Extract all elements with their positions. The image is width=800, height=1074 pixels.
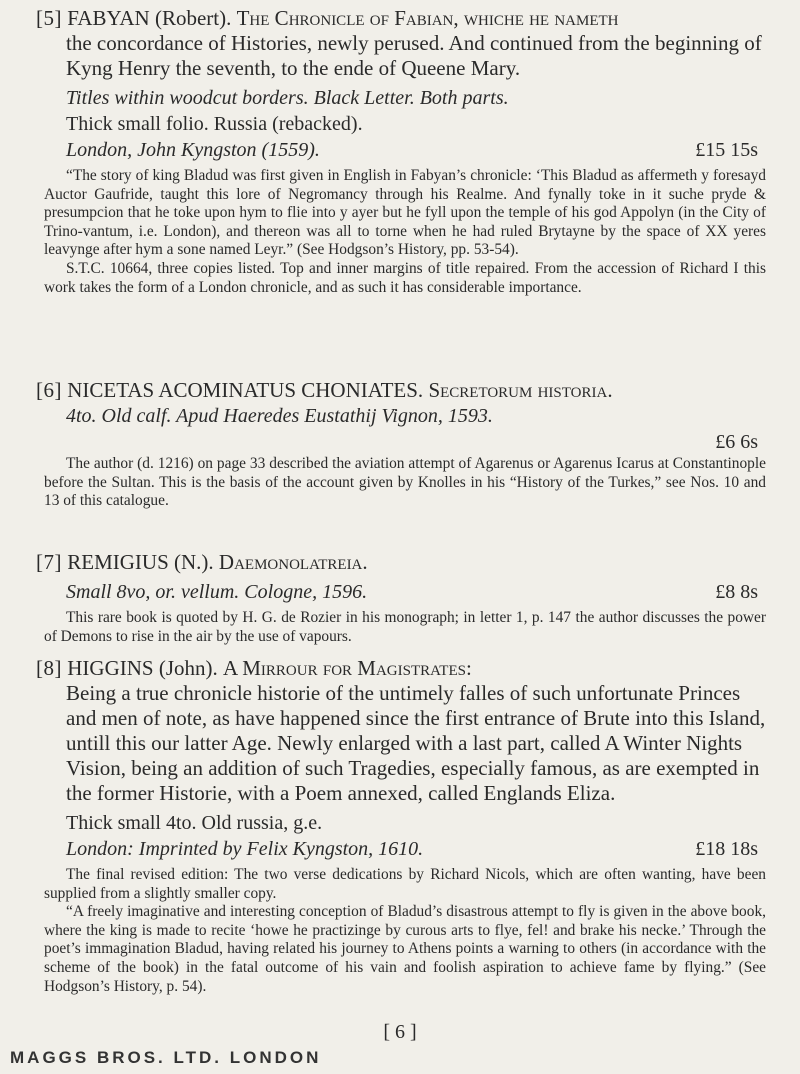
entry-description: Titles within woodcut borders. Black Letter. Both parts. xyxy=(66,87,509,109)
entry-imprint: London: Imprinted by Felix Kyngston, 1610. xyxy=(66,838,424,860)
entry-note: The author (d. 1216) on page 33 described the aviation attempt of Agarenus or Agarenus Icarus at Constantinople before the Sultan. This is the basis of the account given by Knolles in his “History of the Turkes,” see Nos. 10 and 13 of this catalogue. xyxy=(44,455,766,510)
entry-title-continued: the concordance of Histories, newly perused. And continued from the beginning of Kyng Henry the seventh, to the ende of Queene Mary. xyxy=(66,31,762,80)
publisher-footer: MAGGS BROS. LTD. LONDON xyxy=(10,1048,322,1067)
entry-author: HIGGINS (John). xyxy=(67,656,218,680)
entry-price: £8 8s xyxy=(715,581,758,603)
entry-title: Daemonolatreia. xyxy=(218,550,368,574)
entry-binding: Thick small 4to. Old russia, g.e. xyxy=(66,812,323,834)
entry-number: [8] xyxy=(36,656,62,680)
entry-author: FABYAN (Robert). xyxy=(67,6,232,30)
entry-imprint-row xyxy=(36,836,766,862)
entry-7 xyxy=(36,550,766,646)
entry-note: “A freely imaginative and interesting conception of Bladud’s disastrous attempt to fly is given in the above book, where the king is made to recite ‘howe he practizinge by curous arts to flye, fel! and brake his necke.’ Through the poet’s immagination Bladud, having related his journey to Athens points a warning to others (in accordance with the scheme of the book) in the fatal outcome of his vain and foolish aspiration to achieve fame by flying.” (See Hodgson’s History, p. 54). xyxy=(44,903,766,995)
entry-5 xyxy=(36,6,766,297)
entry-title-continued: Being a true chronicle historie of the untimely falles of such unfortunate Princes and men of note, as have happened since the first entrance of Brute into this Island, untill this our latter Age. Newly enlarged with a last part, called A Winter Nights Vision, being an addition of such Tragedies, especially famous, as are exempted in the former Historie, with a Poem annexed, called Englands Eliza. xyxy=(66,681,766,805)
entry-number: [7] xyxy=(36,550,62,574)
entry-note: This rare book is quoted by H. G. de Rozier in his monograph; in letter 1, p. 147 the author discusses the power of Demons to rise in the air by the use of vapours. xyxy=(44,609,766,645)
entry-binding: Small 8vo, or. vellum. Cologne, 1596. xyxy=(66,581,368,603)
entry-note: The final revised edition: The two verse dedications by Richard Nicols, which are often wanting, have been supplied from a slightly smaller copy. xyxy=(44,866,766,902)
entry-title: The Chronicle of Fabian, whiche he nameth xyxy=(236,6,619,30)
entry-price-row xyxy=(36,429,766,455)
entry-6 xyxy=(36,378,766,511)
entry-heading xyxy=(36,6,766,81)
entry-imprint-row xyxy=(36,137,766,163)
entry-price: £15 15s xyxy=(695,139,758,161)
entry-author: REMIGIUS (N.). xyxy=(67,550,214,574)
entry-heading xyxy=(36,378,766,403)
entry-8 xyxy=(36,656,766,996)
entry-binding-row xyxy=(36,579,766,605)
page-number: [ 6 ] xyxy=(383,1021,417,1043)
entry-title: Secretorum historia. xyxy=(428,378,613,402)
entry-author: NICETAS ACOMINATUS CHONIATES. xyxy=(67,378,424,402)
entry-binding: 4to. Old calf. Apud Haeredes Eustathij Vignon, 1593. xyxy=(66,405,493,427)
entry-note: S.T.C. 10664, three copies listed. Top and inner margins of title repaired. From the accession of Richard I this work takes the form of a London chronicle, and as such it has considerable importance. xyxy=(44,259,766,296)
entry-note: “The story of king Bladud was first given in English in Fabyan’s chronicle: ‘This Bladud as affermeth y foresayd Auctor Gaufride, taught this lore of Negromancy through his Realme. And fynally toke in it suche pryde & presumpcion that he toke upon hym to flie into y ayer but he fyll upon the temple of his god Appolyn (in the City of Trino-vantum, i.e. London), and thereon was all to torne when he had ruled Brytayne by the space of XX yeres leavynge after hym a sone named Leyr.” (See Hodgson’s History, pp. 53-54). xyxy=(44,167,766,259)
entry-binding: Thick small folio. Russia (rebacked). xyxy=(66,113,363,135)
entry-heading xyxy=(36,656,766,806)
entry-number: [5] xyxy=(36,6,62,30)
entry-heading xyxy=(36,550,766,575)
entry-title: A Mirrour for Magistrates: xyxy=(223,656,472,680)
entry-number: [6] xyxy=(36,378,62,402)
entry-price: £18 18s xyxy=(695,838,758,860)
entry-imprint: London, John Kyngston (1559). xyxy=(66,139,320,161)
entry-price: £6 6s xyxy=(715,431,758,453)
